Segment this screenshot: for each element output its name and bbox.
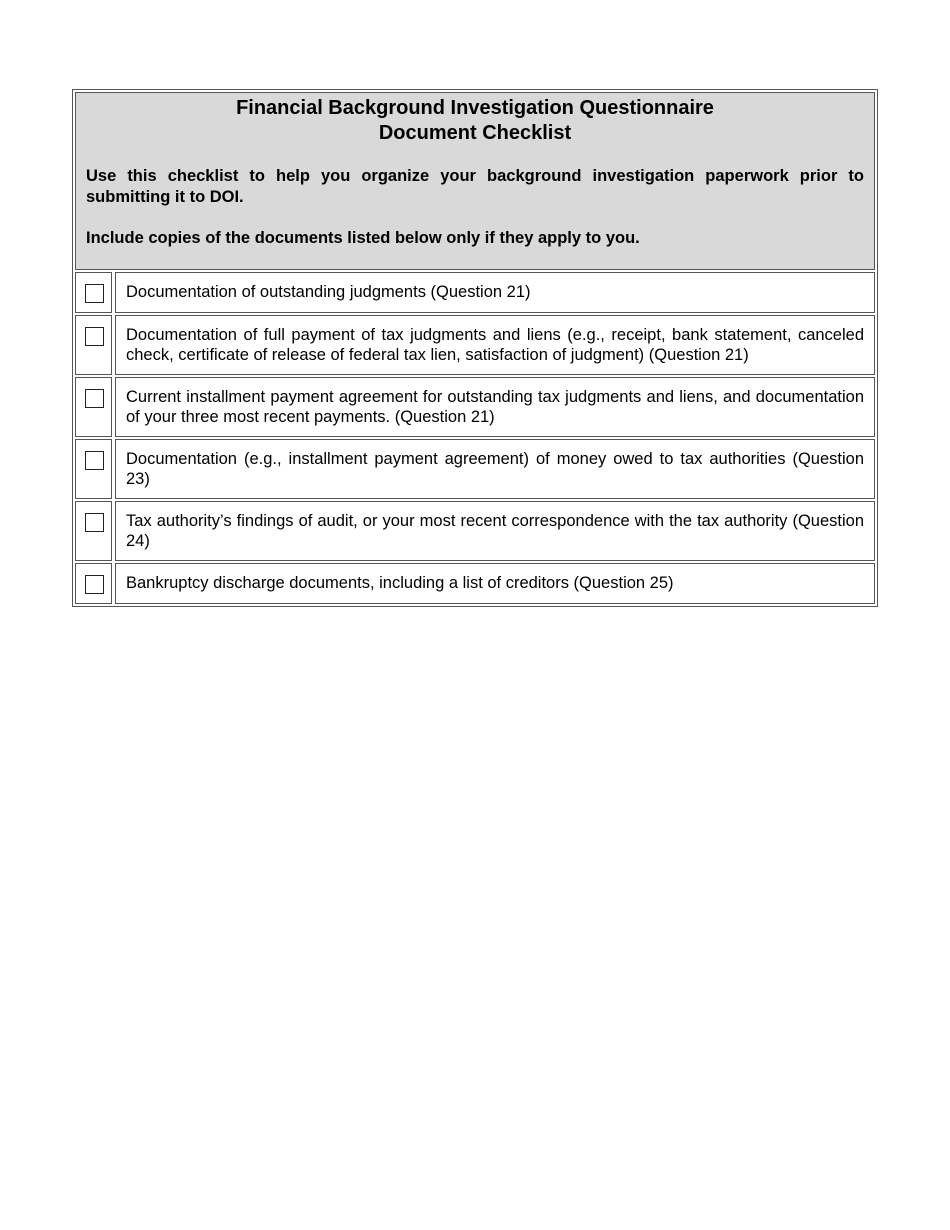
checkbox[interactable]: [85, 575, 104, 594]
checkbox-cell: [75, 315, 112, 375]
checkbox-cell: [75, 439, 112, 499]
form-title: [86, 96, 864, 146]
checkbox[interactable]: [85, 451, 104, 470]
applicability-note: Include copies of the documents listed below only if they apply to you.: [86, 229, 640, 247]
checkbox[interactable]: [85, 513, 104, 532]
checkbox-cell: [75, 501, 112, 561]
form-header: [75, 92, 875, 270]
checklist-item: [75, 315, 875, 375]
checklist-item-text: Documentation (e.g., installment payment agreement) of money owed to tax authorities (Question 23): [115, 439, 875, 499]
checklist-item: [75, 439, 875, 499]
checkbox-cell: [75, 563, 112, 604]
form-title-line1: Financial Background Investigation Questionnaire: [236, 97, 714, 119]
checkbox-cell: [75, 377, 112, 437]
checkbox[interactable]: [85, 327, 104, 346]
checklist-form: [72, 89, 878, 607]
instructions-text: Use this checklist to help you organize your background investigation paperwork prior to submitting it to DOI.: [86, 167, 864, 206]
checkbox[interactable]: [85, 389, 104, 408]
checklist-item-text: Documentation of outstanding judgments (Question 21): [115, 272, 875, 313]
checklist-item: [75, 563, 875, 604]
checkbox[interactable]: [85, 284, 104, 303]
checklist-item: [75, 377, 875, 437]
checkbox-cell: [75, 272, 112, 313]
checklist-item: [75, 272, 875, 313]
form-title-line2: Document Checklist: [378, 122, 572, 144]
checklist-item-text: Bankruptcy discharge documents, including a list of creditors (Question 25): [115, 563, 875, 604]
checklist-item-text: Current installment payment agreement for outstanding tax judgments and liens, and documentation of your three most recent payments. (Question 21): [115, 377, 875, 437]
checklist-item-text: Tax authority’s findings of audit, or your most recent correspondence with the tax authority (Question 24): [115, 501, 875, 561]
checklist-item: [75, 501, 875, 561]
checklist-item-text: Documentation of full payment of tax judgments and liens (e.g., receipt, bank statement, canceled check, certificate of release of federal tax lien, satisfaction of judgment) (Question 21): [115, 315, 875, 375]
